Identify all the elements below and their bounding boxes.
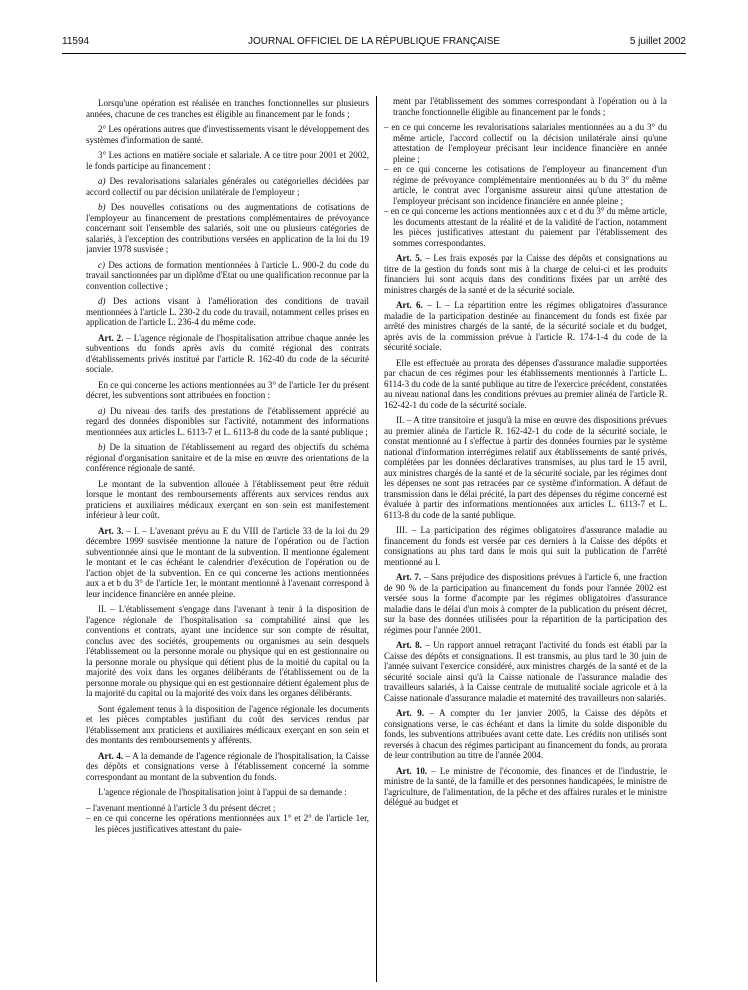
article-5 bbox=[384, 253, 667, 295]
article-text: – I. – L'avenant prévu au E du VIII de l'article 33 de la loi du 29 décembre 1999 susvisée mentionne la nature de l'opération ou de l'action subventionnée ainsi que le montant de la subvention. Il mentionne également le montant et le cas échéant le calendrier d'exécution de l'opération ou de l'action objet de la subvention. En ce qui concerne les actions mentionnées aux a et b du 3° de l'article 1er, le montant mentionné à l'avenant correspond à leur incidence financière en année pleine. bbox=[86, 525, 369, 599]
right-column bbox=[384, 96, 667, 982]
article-label: Art. 2. bbox=[98, 332, 124, 343]
article-label: Art. 9. bbox=[396, 708, 424, 718]
article-10 bbox=[384, 766, 667, 808]
article-text: – Le ministre de l'économie, des finances et de l'industrie, le ministre de la santé, de la famille et des personnes handicapées, le ministre de l'agriculture, de l'alimentation, de la pêche et des affaires rurales et le ministre délégué au budget et bbox=[384, 765, 667, 807]
article-label: Art. 6. bbox=[396, 300, 423, 310]
paragraph: 2° Les opérations autres que d'investissements visant le développement des systèmes d'information de santé. bbox=[86, 124, 369, 145]
list-item: – en ce qui concerne les revalorisations salariales mentionnées au a du 3° du même article, l'accord collectif ou la décision unilatérale ainsi qu'une attestation de l'employeur précisant leur incidence financière en année pleine ; bbox=[393, 122, 667, 164]
paragraph: II. – A titre transitoire et jusqu'à la mise en œuvre des dispositions prévues au premier alinéa de l'article R. 162-42-1 du code de la sécurité sociale, le constat mentionné au I s'effectue à partir des données fournies par le système national d'information interrégimes relatif aux établissements de santé privés, complétées par les données déclaratives transmises, au plus tard le 15 avril, aux ministres chargés de la santé et de la sécurité sociale, par les régimes dont les dépenses ne sont pas retracées par ce système d'information. A défaut de transmission dans le délai précité, la part des dépenses du régime concerné est évaluée à partir des informations mentionnées aux articles L. 6113-7 et L. 6113-8 du code de la santé publique. bbox=[384, 415, 667, 520]
paragraph bbox=[86, 296, 369, 328]
page-header bbox=[62, 36, 686, 52]
item-label: d) bbox=[98, 296, 106, 306]
paragraph-text: De la situation de l'établissement au regard des objectifs du schéma régional d'organisation sanitaire et de la mise en œuvre des orientations de la conférence régionale de santé. bbox=[86, 442, 369, 473]
item-label: b) bbox=[98, 442, 106, 452]
column-separator bbox=[376, 96, 377, 982]
paragraph-text: Des actions visant à l'amélioration des conditions de travail mentionnées à l'article L. 230-2 du code du travail, notamment celles prises en application de l'article L. 236-4 du même code. bbox=[86, 296, 369, 327]
article-label: Art. 3. bbox=[98, 525, 124, 536]
paragraph-text: Des revalorisations salariales générales ou catégorielles décidées par accord collectif ou par décision unilatérale de l'employeur ; bbox=[86, 176, 369, 197]
paragraph-text: Du niveau des tarifs des prestations de l'établissement apprécié au regard des données disponibles sur l'activité, notamment des informations mentionnées aux articles L. 6113-7 et L. 6113-8 du code de la santé publique ; bbox=[86, 405, 369, 437]
paragraph: II. – L'établissement s'engage dans l'avenant à tenir à la disposition de l'agence régionale de l'hospitalisation sa comptabilité ainsi que les conventions et contrats, ayant une incidence sur son compte de résultat, conclus avec des sociétés, groupements ou organismes au sein desquels l'établissement ou la personne morale ou physique qui en est gestionnaire ou la personne morale ou physique qui détient plus de la moitié du capital ou la majorité des voix dans les organes délibérants de l'établissement ou de la personne morale ou physique qui en est gestionnaire détient également plus de la majorité du capital ou la majorité des voix dans les organes délibérants. bbox=[86, 604, 369, 698]
paragraph: Sont également tenus à la disposition de l'agence régionale les documents et les pièces comptables justifiant du coût des services rendus par l'établissement aux praticiens et auxiliaires médicaux exerçant en son sein et des montants des remboursements y afférents. bbox=[86, 703, 369, 745]
document-list bbox=[86, 803, 369, 835]
article-label: Art. 10. bbox=[396, 765, 428, 776]
article-label: Art. 5. bbox=[396, 253, 422, 263]
article-text: – A compter du 1er janvier 2005, la Caisse des dépôts et consignations verse, le cas échéant et dans la limite du solde disponible du fonds, les subventions attribuées avant cette date. Les crédits non utilisés sont reversés à chacun des régimes participant au financement du fonds, au prorata de leur contribution au titre de l'année 2004. bbox=[384, 708, 667, 760]
paragraph: L'agence régionale de l'hospitalisation joint à l'appui de sa demande : bbox=[98, 787, 347, 797]
paragraph bbox=[86, 442, 369, 474]
page-number: 11594 bbox=[62, 36, 90, 47]
item-label: b) bbox=[98, 202, 106, 212]
list-item: – en ce qui concerne les cotisations de l'employeur au financement d'un régime de prévoyance complémentaire mentionnées au b du 3° du même article, le contrat avec l'organisme assureur ainsi qu'une attestation de l'employeur précisant son incidence financière en année pleine ; bbox=[393, 164, 667, 206]
left-column bbox=[86, 98, 369, 982]
item-label: a) bbox=[98, 176, 106, 186]
publication-date: 5 juillet 2002 bbox=[629, 36, 686, 47]
header-rule bbox=[62, 53, 686, 54]
item-label: a) bbox=[98, 405, 106, 416]
paragraph: III. – La participation des régimes obligatoires d'assurance maladie au financement du fonds est versée par ces derniers à la Caisse des dépôts et consignations au plus tard dans le mois qui suit la publication de l'arrêté mentionné au I. bbox=[384, 525, 667, 567]
document-list bbox=[384, 122, 667, 248]
item-label: c) bbox=[98, 259, 105, 270]
paragraph-text: Des actions de formation mentionnées à l'article L. 900-2 du code du travail sanctionnées par un diplôme d'Etat ou une qualification reconnue par la convention collective ; bbox=[86, 259, 369, 291]
article-2 bbox=[86, 333, 369, 375]
article-text: – Les frais exposés par la Caisse des dépôts et consignations au titre de la gestion du fonds sont mis à la charge de celui-ci et les produits financiers lui sont acquis dans des conditions fixées par un arrêté des ministres chargés de la santé et de la sécurité sociale. bbox=[384, 253, 667, 295]
paragraph bbox=[86, 202, 369, 255]
article-9 bbox=[384, 708, 667, 761]
paragraph bbox=[86, 406, 369, 438]
paragraph: 3° Les actions en matière sociale et salariale. A ce titre pour 2001 et 2002, le fonds participe au financement : bbox=[86, 150, 369, 171]
paragraph: Elle est effectuée au prorata des dépenses d'assurance maladie supportées par chacun de ces régimes pour les établissements mentionnés à l'article L. 6114-3 du code de la santé publique au titre de l'exercice précédent, constatées au niveau national dans les conditions prévues au premier alinéa de l'article R. 162-42-1 du code de la sécurité sociale. bbox=[384, 357, 667, 410]
list-item: – en ce qui concerne les opérations mentionnées aux 1° et 2° de l'article 1er, les pièces justificatives attestant du paie- bbox=[95, 813, 369, 834]
paragraph bbox=[86, 176, 369, 197]
article-8 bbox=[384, 640, 667, 703]
article-text: – Sans préjudice des dispositions prévues à l'article 6, une fraction de 90 % de la participation au financement du fonds pour l'année 2002 est versée sous la forme d'acompte par les régimes obligatoires d'assurance maladie dans le délai d'un mois à compter de la publication du présent décret, sur la base des données utilisées pour la répartition de la participation des régimes pour l'année 2001. bbox=[384, 572, 667, 635]
list-item: – en ce qui concerne les actions mentionnées aux c et d du 3° du même article, les documents attestant de la réalité et de la validité de l'action, notamment les pièces justificatives attestant du paiement par l'établissement des sommes correspondantes. bbox=[393, 206, 667, 248]
article-label: Art. 8. bbox=[396, 640, 422, 650]
paragraph-text: Des nouvelles cotisations ou des augmentations de cotisations de l'employeur au financement de prestations complémentaires de prévoyance concernant soit l'ensemble des salariés, soit une ou plusieurs catégories de salariés, à l'exception des contributions versées en application de la loi du 19 janvier 1978 susvisée ; bbox=[86, 202, 369, 254]
article-7 bbox=[384, 572, 667, 635]
paragraph bbox=[86, 260, 369, 292]
journal-title: JOURNAL OFFICIEL DE LA RÉPUBLIQUE FRANÇAISE bbox=[247, 36, 501, 47]
paragraph: Le montant de la subvention allouée à l'établissement peut être réduit lorsque le montant des remboursements afférents aux services rendus aux praticiens et auxiliaires médicaux exerçant en son sein est manifestement inférieur à leur coût. bbox=[86, 478, 369, 520]
paragraph-continued: ment par l'établissement des sommes correspondant à l'opération ou à la tranche fonctionnelle éligible au financement par le fonds ; bbox=[393, 96, 667, 117]
paragraph: Lorsqu'une opération est réalisée en tranches fonctionnelles sur plusieurs années, chacune de ces tranches est éligible au financement par le fonds ; bbox=[86, 98, 369, 119]
article-text: – I. – La répartition entre les régimes obligatoires d'assurance maladie de la participation destinée au financement du fonds est fixée par arrêté des ministres chargés de la santé, de la sécurité sociale et du budget, après avis de la commission prévue à l'article R. 174-1-4 du code de la sécurité sociale. bbox=[384, 300, 667, 352]
paragraph: En ce qui concerne les actions mentionnées au 3° de l'article 1er du présent décret, les subventions sont attribuées en fonction : bbox=[86, 379, 369, 400]
article-6 bbox=[384, 300, 667, 353]
article-text: – Un rapport annuel retraçant l'activité du fonds est établi par la Caisse des dépôts et consignations. Il est transmis, au plus tard le 30 juin de l'année suivant l'exercice considéré, aux ministres chargés de la santé et de la sécurité sociale ainsi qu'à la Caisse nationale de l'assurance maladie des travailleurs salariés, à la Caisse centrale de mutualité sociale agricole et à la Caisse nationale d'assurance maladie et maternité des travailleurs non salariés. bbox=[384, 640, 667, 703]
article-label: Art. 7. bbox=[396, 572, 422, 582]
article-label: Art. 4. bbox=[98, 750, 124, 761]
article-4 bbox=[86, 751, 369, 783]
article-text: – A la demande de l'agence régionale de l'hospitalisation, la Caisse des dépôts et consignations verse à l'établissement concerné la somme correspondant au montant de la subvention du fonds. bbox=[86, 750, 369, 782]
article-text: – L'agence régionale de l'hospitalisation attribue chaque année les subventions du fonds après avis du comité régional des contrats d'établissements privés institué par l'article R. 162-40 du code de la sécurité sociale. bbox=[86, 332, 369, 374]
list-item: – l'avenant mentionné à l'article 3 du présent décret ; bbox=[95, 803, 369, 814]
article-3 bbox=[86, 526, 369, 600]
